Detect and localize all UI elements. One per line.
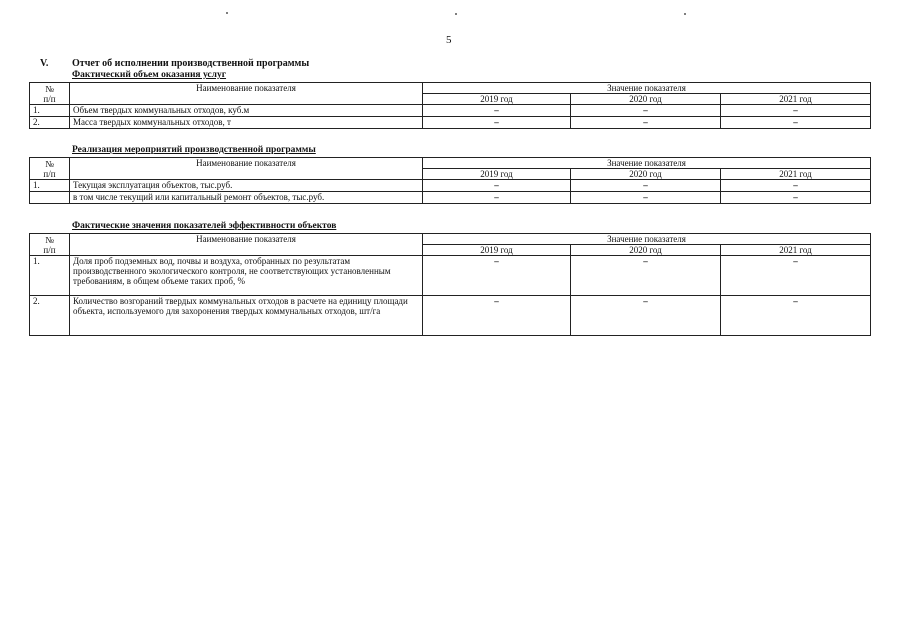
table-row [30,117,871,129]
row-name: Масса твердых коммунальных отходов, т [70,117,423,129]
row-value: – [721,296,871,336]
col-header-year: 2019 год [423,245,571,256]
row-name: Количество возгораний твердых коммунальных отходов в расчете на единицу площади объекта, используемого для захоронения твердых коммунальных отходов, шт/га [70,296,423,336]
row-number: 1. [30,105,70,117]
section-title: Отчет об исполнении производственной программы [72,58,310,69]
row-number [30,192,70,204]
row-value: – [721,117,871,129]
table-row [30,256,871,296]
row-value: – [571,117,721,129]
row-value: – [423,105,571,117]
row-number: 1. [30,180,70,192]
table-1-subtitle: Фактический объем оказания услуг [72,70,227,80]
col-header-year: 2019 год [423,94,571,105]
col-header-number: № п/п [30,83,70,105]
scan-speck [226,12,228,14]
col-header-year: 2019 год [423,169,571,180]
col-header-year: 2021 год [721,94,871,105]
col-header-year: 2021 год [721,169,871,180]
col-header-name: Наименование показателя [70,234,423,256]
col-header-value: Значение показателя [423,158,871,169]
col-header-year: 2020 год [571,245,721,256]
row-value: – [571,296,721,336]
section-heading [40,58,309,69]
row-name: в том числе текущий или капитальный ремонт объектов, тыс.руб. [70,192,423,204]
row-value: – [571,180,721,192]
section-roman-numeral: V. [40,58,49,69]
row-value: – [721,192,871,204]
col-header-name: Наименование показателя [70,158,423,180]
row-value: – [423,117,571,129]
table-efficiency-indicators [29,233,871,336]
row-value: – [423,180,571,192]
table-row [30,192,871,204]
table-service-volume [29,82,871,129]
row-value: – [721,256,871,296]
row-value: – [423,192,571,204]
col-header-year: 2020 год [571,169,721,180]
scan-speck [455,13,457,15]
scan-speck [684,13,686,15]
row-value: – [423,296,571,336]
table-program-activities [29,157,871,204]
table-row [30,180,871,192]
table-3-subtitle: Фактические значения показателей эффективности объектов [72,221,337,231]
page-number: 5 [446,34,452,46]
col-header-year: 2021 год [721,245,871,256]
row-value: – [721,105,871,117]
row-value: – [423,256,571,296]
row-value: – [571,105,721,117]
col-header-value: Значение показателя [423,234,871,245]
row-value: – [571,192,721,204]
col-header-number: № п/п [30,234,70,256]
row-value: – [571,256,721,296]
row-value: – [721,180,871,192]
table-row [30,105,871,117]
col-header-number: № п/п [30,158,70,180]
row-name: Текущая эксплуатация объектов, тыс.руб. [70,180,423,192]
row-name: Доля проб подземных вод, почвы и воздуха, отобранных по результатам производственного экологического контроля, не соответствующих установленным требованиям, в общем объеме таких проб, % [70,256,423,296]
col-header-value: Значение показателя [423,83,871,94]
col-header-name: Наименование показателя [70,83,423,105]
table-2-subtitle: Реализация мероприятий производственной программы [72,145,316,155]
col-header-year: 2020 год [571,94,721,105]
table-row [30,296,871,336]
row-number: 2. [30,117,70,129]
row-number: 2. [30,296,70,336]
row-number: 1. [30,256,70,296]
row-name: Объем твердых коммунальных отходов, куб.м [70,105,423,117]
